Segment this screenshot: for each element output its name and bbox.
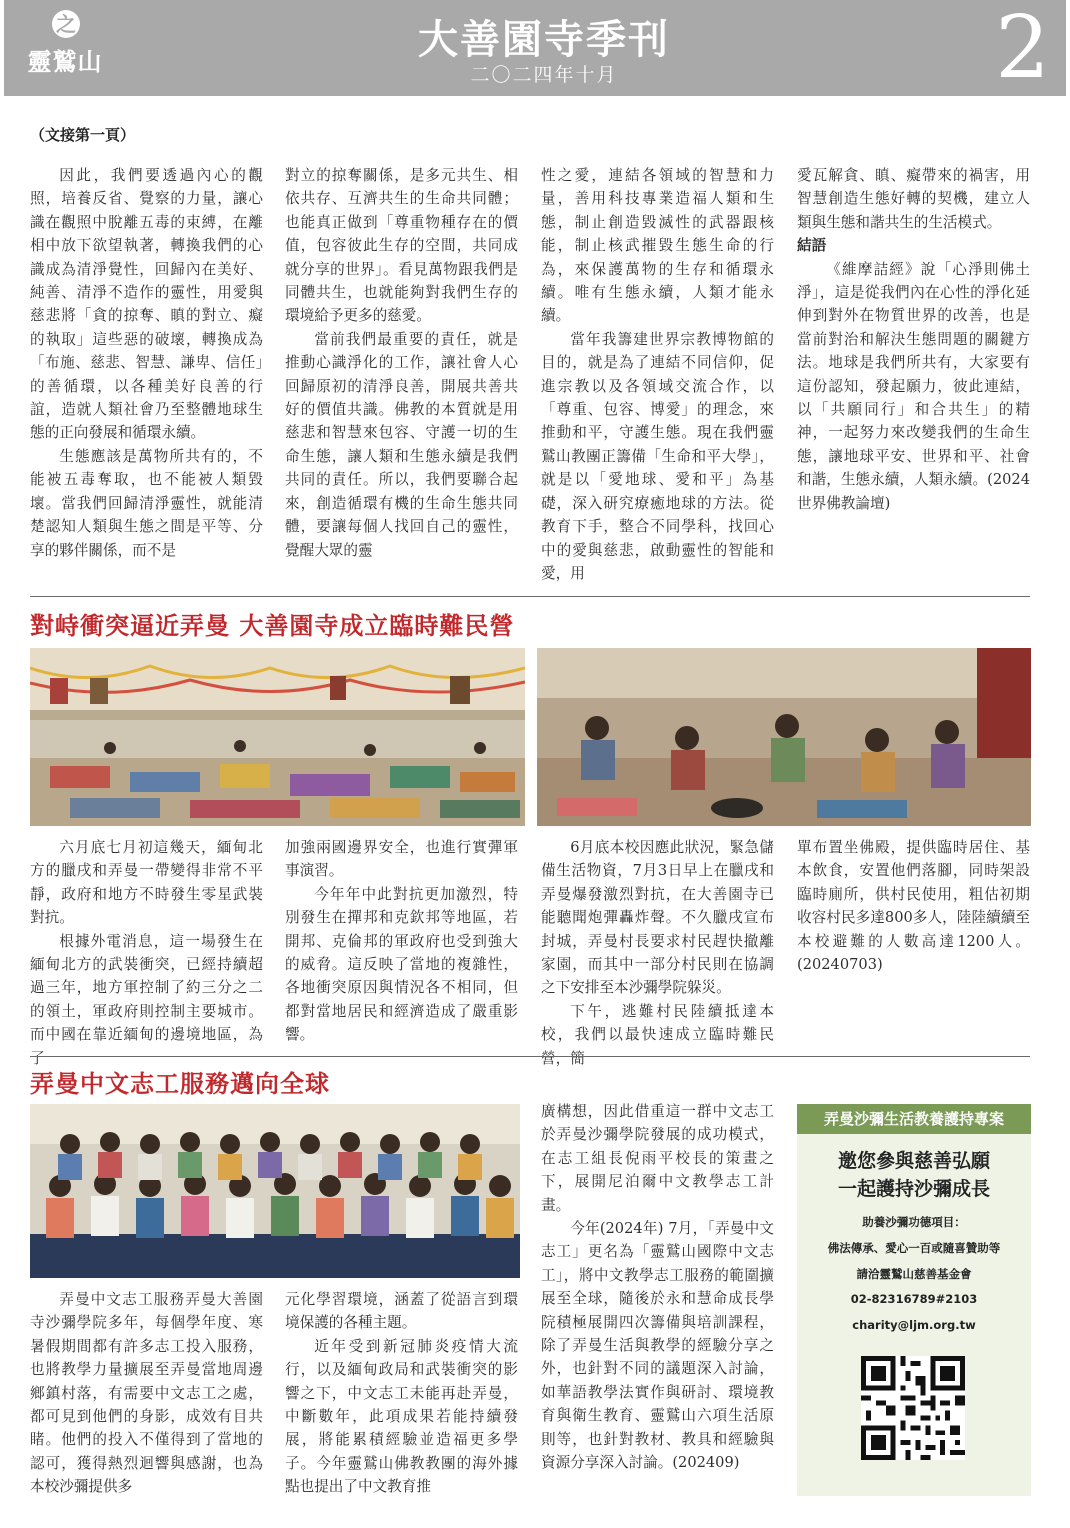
paragraph: 下午，逃難村民陸續抵達本校，我們以最快速成立臨時難民營，簡 bbox=[541, 1002, 774, 1067]
paragraph: 單布置坐佛殿，提供臨時居住、基本飲食，安置他們落腳，同時架設臨時廁所，供村民使用，粗估初期收容村民多達800多人，陸陸續續至本校避難的人數高達1200人。(20240703) bbox=[797, 839, 1030, 974]
qr-code-icon[interactable] bbox=[861, 1356, 965, 1460]
article1-column-1 bbox=[30, 164, 263, 562]
sponsorship-box bbox=[797, 1104, 1031, 1496]
project-label: 助養沙彌功德項目： bbox=[862, 1215, 966, 1229]
paragraph: 廣構想，因此借重這一群中文志工於弄曼沙彌學院發展的成功模式，在志工組長倪雨平校長的策畫之下，展開尼泊爾中文教學志工計畫。 bbox=[541, 1103, 774, 1214]
article3-headline: 弄曼中文志工服務邁向全球 bbox=[30, 1069, 330, 1098]
sponsorship-heading: 弄曼沙彌生活教養護持專案 bbox=[797, 1104, 1031, 1134]
article1-column-2 bbox=[285, 164, 518, 562]
paragraph: 今年年中此對抗更加激烈，特別發生在撣邦和克欽邦等地區，若開邦、克倫邦的軍政府也受到強大的威脅。這反映了當地的複雜性，各地衝突原因與情況各不相同，但都對當地居民和經濟造成了嚴重影響。 bbox=[285, 885, 518, 1044]
paragraph: 元化學習環境，涵蓋了從語言到環境保護的各種主題。 bbox=[285, 1291, 518, 1332]
refugees-resting-image bbox=[537, 648, 1031, 826]
paragraph: 今年(2024年) 7月，「弄曼中文志工」更名為「靈鷲山國際中文志工」，將中文教學志工服務的範圍擴展至全球，隨後於永和慧命成長學院積極展開四次籌備與培訓課程，除了弄曼生活與教學的經驗分享之外，也針對不同的議題深入討論，如華語教學法實作與研討、環境教育與衛生教育、靈鷲山六項生活原則等，也針對教材、教具和經驗與資源分享深入討論。(202409) bbox=[541, 1220, 774, 1472]
article1-column-3 bbox=[541, 164, 774, 585]
article2-column-4 bbox=[797, 836, 1030, 976]
recipient: 請洽靈鷲山慈善基金會 bbox=[856, 1267, 972, 1281]
refugee-hall-image bbox=[30, 648, 525, 826]
paragraph: 根據外電消息，這一場發生在緬甸北方的武裝衝突，已經持續超過三年，地方軍控制了約三分之二的領土，軍政府則控制主要城市。而中國在靠近緬甸的邊境地區，為了 bbox=[30, 932, 263, 1067]
refugees-resting-photo bbox=[537, 648, 1031, 826]
article3-column-2 bbox=[285, 1288, 518, 1499]
invite-line-1: 邀您參與慈善弘願 bbox=[837, 1150, 990, 1172]
divider bbox=[30, 596, 1030, 597]
paragraph: 當年我籌建世界宗教博物館的目的，就是為了連結不同信仰，促進宗教以及各領域交流合作，以「尊重、包容、博愛」的理念，來推動和平，守護生態。現在我們靈鷲山教團正籌備「生命和平大學」，就是以「愛地球、愛和平」為基礎，深入研究療癒地球的方法。從教育下手，整合不同學科，找回心中的愛與慈悲，啟動靈性的智能和愛，用 bbox=[541, 330, 774, 582]
paragraph: 近年受到新冠肺炎疫情大流行，以及緬甸政局和武裝衝突的影響之下，中文志工未能再赴弄曼，中斷數年，此項成果若能持續發展，將能累積經驗並造福更多學子。今年靈鷲山佛教教團的海外據點也提出了中文教育推 bbox=[285, 1337, 518, 1496]
article2-column-2 bbox=[285, 836, 518, 1047]
email-link[interactable]: charity@ljm.org.tw bbox=[852, 1318, 976, 1332]
masthead bbox=[4, 0, 1066, 96]
volunteers-group-photo bbox=[30, 1104, 520, 1278]
paragraph: 6月底本校因應此狀況，緊急儲備生活物資，7月3日早上在臘戌和弄曼爆發激烈對抗，在大善園寺已能聽聞炮彈轟炸聲。不久臘戌宣布封城，弄曼村長要求村民趕快撤離家園，而其中一部分村民則在協調之下安排至本沙彌學院躲災。 bbox=[541, 839, 774, 997]
paragraph: 《維摩詰經》說「心淨則佛土淨」，這是從我們內在心性的淨化延伸到對外在物質世界的改善，也是當前對治和解決生態問題的關鍵方法。地球是我們所共有，大家要有這份認知，發起願力，彼此連結，以「共願同行」和合共生」的精神，一起努力來改變我們的生命生態，讓地球平安、世界和平、社會和諧，生態永續，人類永續。(2024世界佛教論壇) bbox=[797, 260, 1030, 512]
paragraph: 愛瓦解貪、瞋、癡帶來的禍害，用智慧創造生態好轉的契機，建立人類與生態和諧共生的生活模式。 bbox=[797, 167, 1030, 231]
invite-line-2: 一起護持沙彌成長 bbox=[837, 1178, 990, 1200]
refugee-hall-photo bbox=[30, 648, 525, 826]
issue-date: 二〇二四年十月 bbox=[470, 64, 618, 86]
logo bbox=[20, 6, 110, 90]
article2-column-1 bbox=[30, 836, 263, 1070]
paragraph: 性之愛，連結各領域的智慧和力量，善用科技專業造福人類和生態，制止創造毀滅性的武器跟核能，制止核武摧毀生態生命的行為，來保護萬物的生存和循環永續。唯有生態永續，人類才能永續。 bbox=[541, 167, 774, 325]
page-number: 2 bbox=[995, 0, 1050, 98]
paragraph: 因此，我們要透過內心的觀照，培養反省、覺察的力量，讓心識在觀照中脫離五毒的束縛，在離相中放下欲望執著，轉換我們的心識成為清淨覺性，回歸內在美好、純善、清淨不造作的靈性，用愛與慈悲將「貪的掠奪、瞋的對立、癡的執取」這些惡的破壞，轉換成為「布施、慈悲、智慧、謙卑、信任」的善循環，以各種美好良善的行誼，造就人類社會乃至整體地球生態的正向發展和循環永續。 bbox=[30, 167, 263, 442]
article1-column-4 bbox=[797, 164, 1030, 515]
paragraph: 弄曼中文志工服務弄曼大善園寺沙彌學院多年，每個學年度、寒暑假期間都有許多志工投入服務，也將教學力量擴展至弄曼當地周邊鄉鎮村落，有需要中文志工之處，都可見到他們的身影，成效有目共睹。他們的投入不僅得到了當地的認可，獲得熱烈迴響與感謝，也為本校沙彌提供多 bbox=[30, 1291, 263, 1496]
continued-note: （文接第一頁） bbox=[30, 126, 136, 144]
phone-number[interactable]: 02-82316789#2103 bbox=[850, 1292, 978, 1306]
article3-column-3 bbox=[541, 1100, 774, 1475]
article2-column-3 bbox=[541, 836, 774, 1070]
paragraph: 對立的掠奪關係，是多元共生、相依共存、互濟共生的生命共同體；也能真正做到「尊重物種存在的價值，包容彼此生存的空間，共同成就分享的世界」。看見萬物跟我們是同體共生，也就能夠對我們生存的環境給予更多的慈愛。 bbox=[285, 167, 518, 325]
article3-column-1 bbox=[30, 1288, 263, 1499]
article2-headline: 對峙衝突逼近弄曼 大善園寺成立臨時難民營 bbox=[30, 611, 515, 640]
paragraph: 生態應該是萬物所共有的，不能被五毒奪取，也不能被人類毀壞。當我們回歸清淨靈性，就能清楚認知人類與生態之間是平等、分享的夥伴關係，而不是 bbox=[30, 447, 263, 559]
volunteers-group-image bbox=[30, 1104, 520, 1278]
project-items: 佛法傳承、愛心一百或隨喜贊助等 bbox=[827, 1241, 1001, 1255]
publication-title: 大善園寺季刊 bbox=[418, 16, 670, 63]
section-subhead: 結語 bbox=[797, 237, 827, 255]
logo-emblem-icon: 之 bbox=[52, 10, 80, 38]
paragraph: 加強兩國邊界安全，也進行實彈軍事演習。 bbox=[285, 839, 518, 880]
paragraph: 六月底七月初這幾天，緬甸北方的臘戌和弄曼一帶變得非常不平靜，政府和地方不時發生零星武裝對抗。 bbox=[30, 839, 263, 927]
logo-text: 靈鷲山 bbox=[27, 47, 103, 76]
paragraph: 當前我們最重要的責任，就是推動心識淨化的工作，讓社會人心回歸原初的清淨良善，開展共善共好的價值共識。佛教的本質就是用慈悲和智慧來包容、守護一切的生命生態，讓人類和生態永續是我們共同的責任。所以，我們要聯合起來，創造循環有機的生命生態共同體，要讓每個人找回自己的靈性，覺醒大眾的靈 bbox=[285, 330, 518, 559]
divider bbox=[30, 1056, 1030, 1057]
